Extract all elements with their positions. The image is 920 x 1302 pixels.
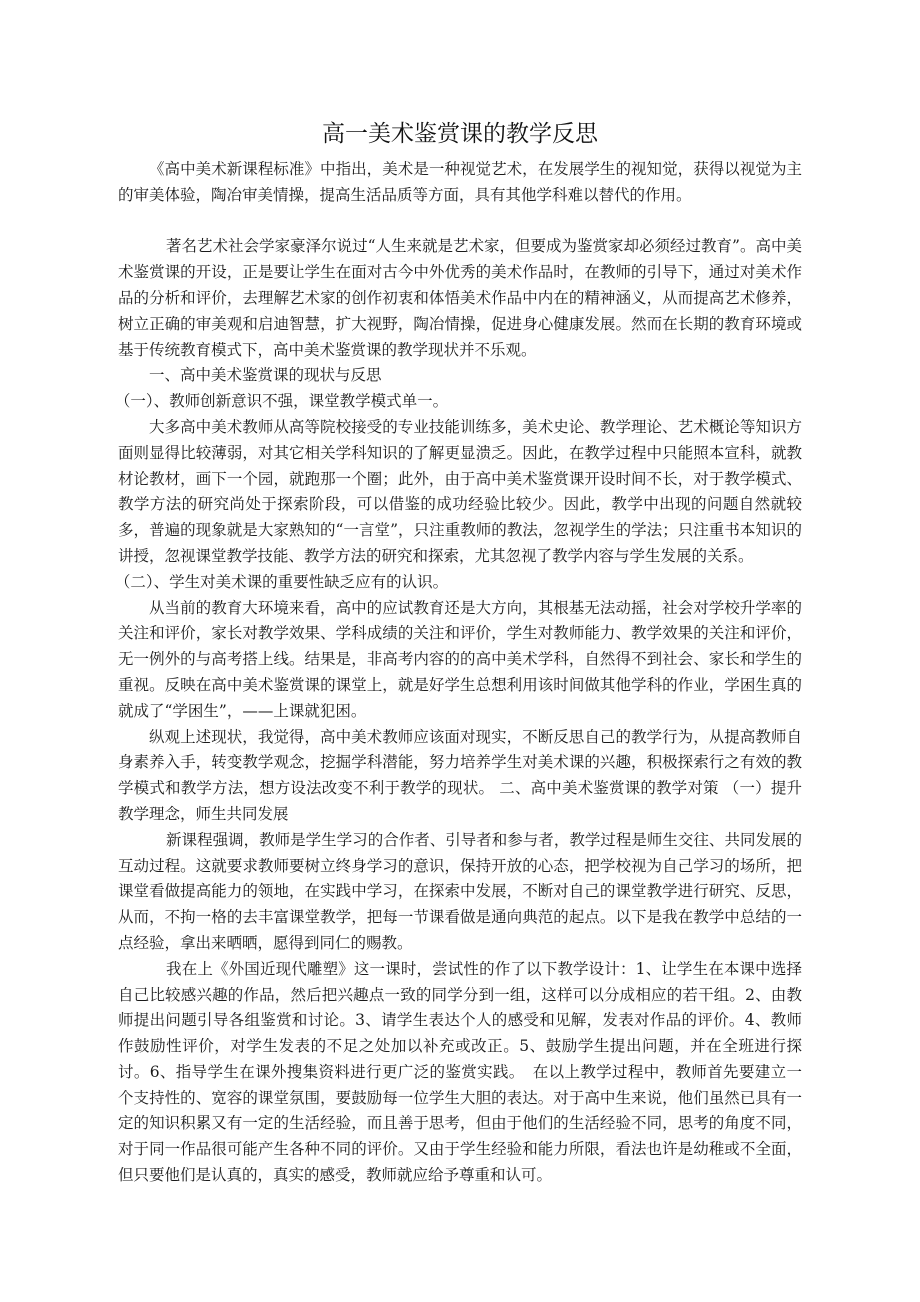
paragraph-quote: 著名艺术社会学家豪泽尔说过“人生来就是艺术家，但要成为鉴赏家却必须经过教育”。高中美术鉴赏课的开设，正是要让学生在面对古今中外优秀的美术作品时，在教师的引导下，通过对美术作品的分析和评价，去理解艺术家的创作初衷和体悟美术作品中内在的精神涵义，从而提高艺术修养，树立正确的审美观和启迪智慧，扩大视野，陶冶情操，促进身心健康发展。然而在长期的教育环境或基于传统教育模式下，高中美术鉴赏课的教学现状并不乐观。	[118, 237, 802, 359]
paragraph-intro: 《高中美术新课程标准》中指出，美术是一种视觉艺术，在发展学生的视知觉，获得以视觉为主的审美体验，陶冶审美情操，提高生活品质等方面，具有其他学科难以替代的作用。	[118, 160, 802, 204]
document-body	[114, 157, 802, 1189]
paragraph-teachers: 大多高中美术教师从高等院校接受的专业技能训练多，美术史论、教学理论、艺术概论等知识方面则显得比较薄弱，对其它相关学科知识的了解更显溃乏。因此，在教学过程中只能照本宣科，就教材论教材，画下一个园，就跑那一个圈；此外，由于高中美术鉴赏课开设时间不长，对于教学模式、教学方法的研究尚处于探索阶段，可以借鉴的成功经验比较少。因此，教学中出现的问题自然就较多，普遍的现象就是大家熟知的“一言堂”，只注重教师的教法，忽视学生的学法；只注重书本知识的讲授，忽视课堂教学技能、教学方法的研究和探索，尤其忽视了教学内容与学生发展的关系。	[118, 417, 802, 565]
paragraph-overview: 纵观上述现状，我觉得，高中美术教师应该面对现实，不断反思自己的教学行为，从提高教师自身素养入手，转变教学观念，挖掘学科潜能，努力培养学生对美术课的兴趣，积极探索行之有效的教学模式和教学方法，想方设法改变不利于教学的现状。 二、高中美术鉴赏课的教学对策 （一）提升教学理念，师生共同发展	[118, 727, 802, 823]
section-heading-1: 一、高中美术鉴赏课的现状与反思	[149, 366, 382, 385]
document-title: 高一美术鉴赏课的教学反思	[322, 121, 598, 147]
paragraph-lesson-design: 我在上《外国近现代雕塑》这一课时，尝试性的作了以下教学设计：1、让学生在本课中选择自己比较感兴趣的作品，然后把兴趣点一致的同学分到一组，这样可以分成相应的若干组。2、由教师提出问题引导各组鉴赏和讨论。3、请学生表达个人的感受和见解，发表对作品的评价。4、教师作鼓励性评价，对学生发表的不足之处加以补充或改正。5、鼓励学生提出问题，并在全班进行探讨。6、指导学生在课外搜集资料进行更广泛的鉴赏实践。 在以上教学过程中，教师首先要建立一个支持性的、宽容的课堂氛围，要鼓励每一位学生大胆的表达。对于高中生来说，他们虽然已具有一定的知识积累又有一定的生活经验，而且善于思考，但由于他们的生活经验不同，思考的角度不同，对于同一作品很可能产生各种不同的评价。又由于学生经验和能力所限，看法也许是幼稚或不全面，但只要他们是认真的，真实的感受，教师就应给予尊重和认可。	[118, 959, 802, 1185]
paragraph-new-curriculum: 新课程强调，教师是学生学习的合作者、引导者和参与者，教学过程是师生交往、共同发展的互动过程。这就要求教师要树立终身学习的意识，保持开放的心态，把学校视为自己学习的场所，把课堂看做提高能力的领地，在实践中学习，在探索中发展，不断对自己的课堂教学进行研究、反思，从而，不拘一格的去丰富课堂教学，把每一节课看做是通向典范的起点。以下是我在教学中总结的一点经验，拿出来晒晒，愿得到同仁的赐教。	[118, 830, 802, 952]
subsection-heading-1: （一）、教师创新意识不强，课堂教学模式单一。	[114, 392, 449, 411]
subsection-heading-2: （二）、学生对美术课的重要性缺乏应有的认识。	[114, 572, 449, 591]
paragraph-spacer	[118, 209, 802, 235]
paragraph-students: 从当前的教育大环境来看，高中的应试教育还是大方向，其根基无法动摇，社会对学校升学率的关注和评价，家长对教学效果、学科成绩的关注和评价，学生对教师能力、教学效果的关注和评价，无一例外的与高考搭上线。结果是，非高考内容的的高中美术学科，自然得不到社会、家长和学生的重视。反映在高中美术鉴赏课的课堂上，就是好学生总想利用该时间做其他学科的作业，学困生真的就成了“学困生”，——上课就犯困。	[118, 598, 802, 720]
